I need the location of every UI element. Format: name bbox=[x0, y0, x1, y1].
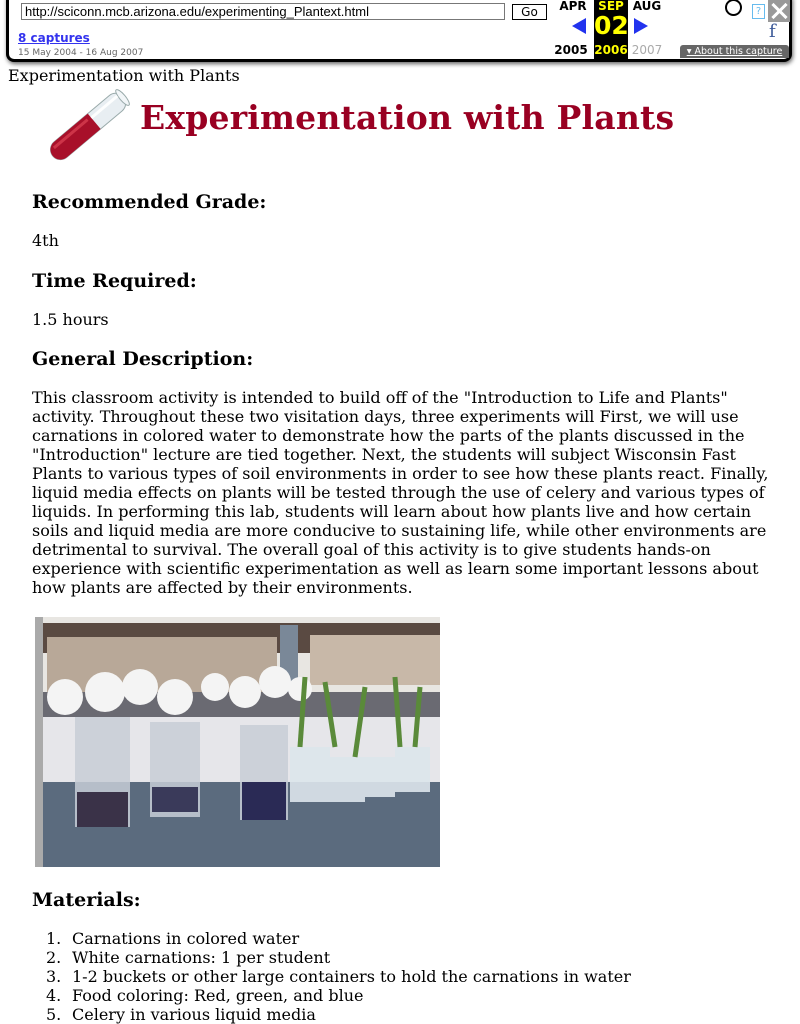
list-item bbox=[32, 967, 631, 986]
list-item-text: Carnations in colored water bbox=[72, 929, 300, 948]
about-capture-button[interactable]: ▾ About this capture bbox=[680, 45, 789, 58]
list-item-text: 1-2 buckets or other large containers to hold the carnations in water bbox=[72, 967, 631, 986]
list-item-text: Celery in various liquid media bbox=[72, 1005, 316, 1024]
captures-range: 15 May 2004 - 16 Aug 2007 bbox=[18, 48, 144, 58]
list-item bbox=[32, 948, 631, 967]
go-button[interactable]: Go bbox=[512, 4, 547, 20]
year-next[interactable]: 2007 bbox=[631, 43, 663, 57]
list-item bbox=[32, 1005, 631, 1024]
list-number: 3. bbox=[46, 967, 62, 986]
wayback-toolbar bbox=[6, 0, 792, 62]
materials-list bbox=[32, 929, 631, 1024]
close-icon[interactable] bbox=[768, 0, 790, 22]
description-heading: General Description: bbox=[32, 348, 254, 370]
loading-circle-icon bbox=[725, 0, 742, 16]
captures-link[interactable]: 8 captures bbox=[18, 31, 90, 45]
grade-heading: Recommended Grade: bbox=[32, 191, 267, 213]
list-number: 5. bbox=[46, 1005, 62, 1024]
list-number: 2. bbox=[46, 948, 62, 967]
month-prev[interactable]: APR bbox=[559, 0, 587, 13]
list-item bbox=[32, 986, 631, 1005]
prev-capture-arrow-icon[interactable] bbox=[572, 18, 586, 34]
time-heading: Time Required: bbox=[32, 270, 197, 292]
document-title: Experimentation with Plants bbox=[8, 66, 240, 85]
next-capture-arrow-icon[interactable] bbox=[634, 18, 648, 34]
list-item-text: White carnations: 1 per student bbox=[72, 948, 331, 967]
grade-value: 4th bbox=[32, 231, 59, 250]
list-number: 1. bbox=[46, 929, 62, 948]
url-input[interactable] bbox=[21, 3, 505, 20]
capture-day: 02 bbox=[594, 11, 629, 40]
facebook-icon[interactable]: f bbox=[769, 21, 776, 42]
month-next[interactable]: AUG bbox=[632, 0, 662, 13]
help-icon[interactable]: ? bbox=[752, 4, 765, 19]
carnations-celery-photo bbox=[35, 617, 440, 867]
month-current: SEP bbox=[598, 0, 624, 13]
list-item-text: Food coloring: Red, green, and blue bbox=[72, 986, 364, 1005]
year-current: 2006 bbox=[594, 43, 628, 57]
page-heading: Experimentation with Plants bbox=[140, 98, 675, 137]
list-item bbox=[32, 929, 631, 948]
test-tube-icon bbox=[35, 89, 135, 169]
time-value: 1.5 hours bbox=[32, 310, 109, 329]
year-prev[interactable]: 2005 bbox=[554, 43, 588, 57]
description-text: This classroom activity is intended to build off of the "Introduction to Life and Plants" activity. Throughout these two visitation days, three experiments will First, we will use carnations in colored water to demonstrate how the parts of the plants discussed in the "Introduction" lecture are tied together. Next, the students will subject Wisconsin Fast Plants to various types of soil environments in order to see how these plants react. Finally, liquid media effects on plants will be tested through the use of celery and various types of liquids. In performing this lab, students will learn about how plants live and how certain soils and liquid media are more conducive to sustaining life, while other environments are detrimental to survival. The overall goal of this activity is to give students hands-on experience with scientific experimentation as well as learn some important lessons about how plants are affected by their environments. bbox=[32, 388, 769, 597]
materials-heading: Materials: bbox=[32, 889, 141, 911]
list-number: 4. bbox=[46, 986, 62, 1005]
